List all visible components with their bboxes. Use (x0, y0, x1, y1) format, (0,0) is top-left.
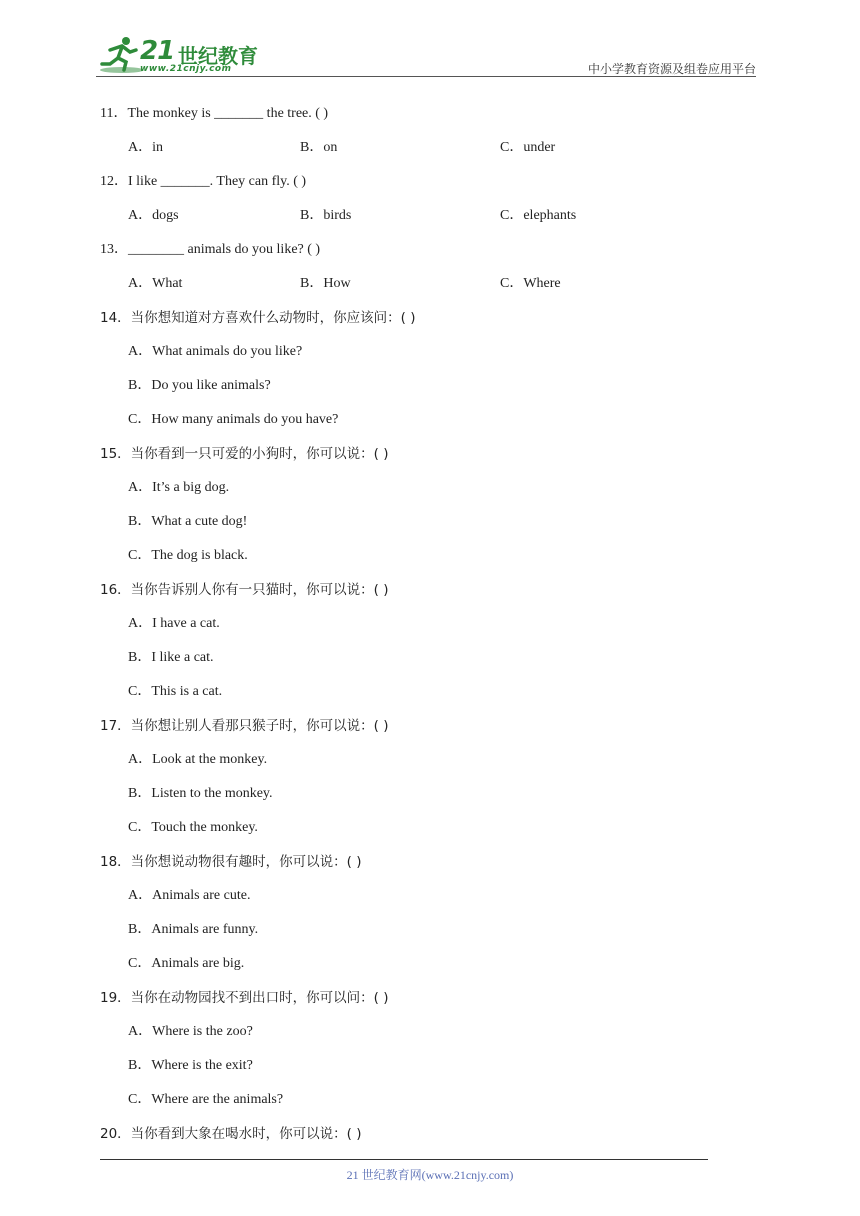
question-stem: 19．当你在动物园找不到出口时，你可以问：( ) (100, 990, 389, 1006)
options-row (100, 138, 740, 172)
question-stem: 11．The monkey is _______ the tree. ( ) (100, 106, 329, 121)
question-stem: 18．当你想说动物很有趣时，你可以说：( ) (100, 854, 362, 870)
runner-logo-icon (96, 34, 144, 76)
question-stem: 14．当你想知道对方喜欢什么动物时，你应该问：( ) (100, 310, 416, 326)
logo-url: www.21cnjy.com (140, 64, 232, 74)
site-logo (96, 34, 266, 76)
option-b[interactable]: B．Animals are funny. (128, 922, 259, 937)
option-c[interactable]: C．The dog is black. (128, 548, 248, 563)
option-c[interactable]: C．How many animals do you have? (128, 412, 339, 427)
footer-divider (100, 1159, 708, 1160)
option-b[interactable]: B．I like a cat. (128, 650, 214, 665)
options-row (100, 206, 740, 240)
option-a[interactable]: A．in (128, 140, 163, 155)
option-c[interactable]: C．Animals are big. (128, 956, 245, 971)
option-a[interactable]: A．What animals do you like? (128, 344, 303, 359)
option-c[interactable]: C．Where (500, 276, 561, 291)
question-stem: 20．当你看到大象在喝水时，你可以说：( ) (100, 1126, 362, 1142)
option-b[interactable]: B．birds (300, 208, 352, 223)
question-stem: 16．当你告诉别人你有一只猫时，你可以说：( ) (100, 582, 389, 598)
option-b[interactable]: B．Listen to the monkey. (128, 786, 273, 801)
logo-number: 21 (140, 36, 175, 66)
question-stem: 15．当你看到一只可爱的小狗时，你可以说：( ) (100, 446, 389, 462)
option-c[interactable]: C．elephants (500, 208, 577, 223)
option-b[interactable]: B．How (300, 276, 351, 291)
option-b[interactable]: B．What a cute dog! (128, 514, 248, 529)
option-c[interactable]: C．Touch the monkey. (128, 820, 258, 835)
option-a[interactable]: A．What (128, 276, 183, 291)
option-a[interactable]: A．Where is the zoo? (128, 1024, 253, 1039)
platform-tagline: 中小学教育资源及组卷应用平台 (587, 62, 756, 76)
page-header (0, 0, 860, 80)
question-list (100, 104, 740, 1158)
option-a[interactable]: A．Animals are cute. (128, 888, 251, 903)
option-c[interactable]: C．This is a cat. (128, 684, 223, 699)
page-footer: 21 世纪教育网(www.21cnjy.com) (346, 1168, 514, 1182)
option-b[interactable]: B．Do you like animals? (128, 378, 271, 393)
question-stem: 12．I like _______. They can fly. ( ) (100, 174, 307, 189)
option-a[interactable]: A．I have a cat. (128, 616, 220, 631)
option-b[interactable]: B．on (300, 140, 338, 155)
option-a[interactable]: A．dogs (128, 208, 179, 223)
logo-text: 世纪教育 (178, 44, 258, 68)
header-divider (96, 76, 756, 77)
question-stem: 17．当你想让别人看那只猴子时，你可以说：( ) (100, 718, 389, 734)
option-c[interactable]: C．under (500, 140, 556, 155)
option-c[interactable]: C．Where are the animals? (128, 1092, 284, 1107)
option-b[interactable]: B．Where is the exit? (128, 1058, 253, 1073)
options-row (100, 274, 740, 308)
option-a[interactable]: A．Look at the monkey. (128, 752, 268, 767)
option-a[interactable]: A．It’s a big dog. (128, 480, 230, 495)
question-stem: 13．________ animals do you like? ( ) (100, 242, 321, 257)
